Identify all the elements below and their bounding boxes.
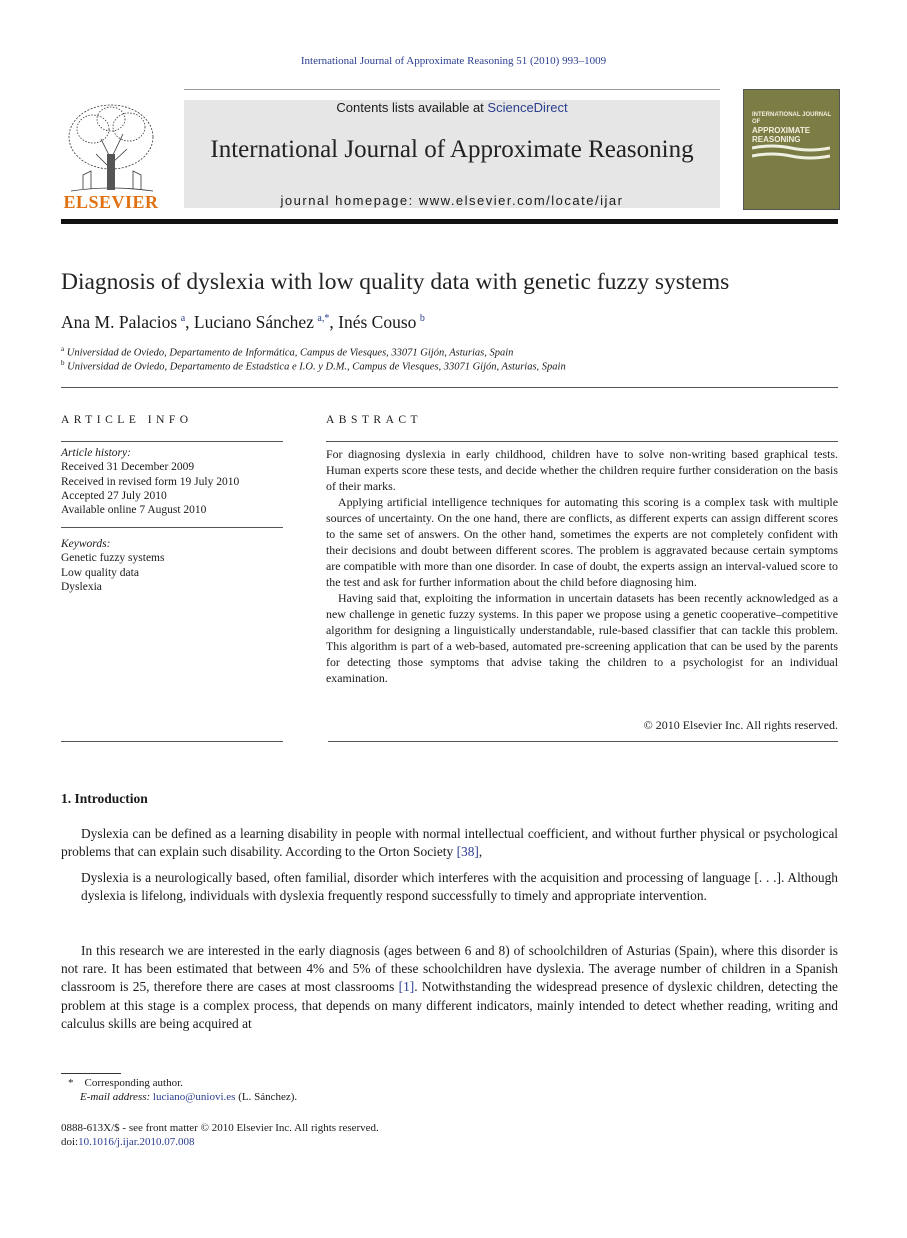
keyword: Genetic fuzzy systems <box>61 552 165 565</box>
author-affil-mark[interactable]: a <box>180 313 186 325</box>
abstract-rule <box>326 441 838 442</box>
abstract-paragraph: Applying artificial intelligence techniques for automating this scoring is a complex task with multiple sources of uncertainty. On the one hand, there are conflicts, as different experts can assign different scores to the same set of answers. On the other hand, sometimes the experts are not completely confident with their decisions and doubt between different scores. The problem is aggravated because certain symptoms are compatible with more than one disorder. In case of doubt, the experts assign an interval-valued score to the test and ask for further information about the child before diagnosing him. <box>326 495 838 589</box>
article-history <box>61 446 283 517</box>
abstract-paragraph: Having said that, exploiting the information in uncertain datasets has been recently acknowledged as a new challenge in genetic fuzzy systems. In this paper we propose using a genetic cooperative–competitive algorithm for designing a linguistically understandable, rule-based classifier that can tackle this problem. This algorithm is part of a web-based, automated pre-screening application that can be used by the parents for detecting those symptoms that advise taking the children to a psychologist for an individual examination. <box>326 591 838 685</box>
author-list: Ana M. Palacios $^a$, Luciano Sánchez $^{a,*}$, Inés Couso $^b$ <box>61 312 425 332</box>
footnote-text: Corresponding author. <box>84 1077 183 1089</box>
body-text: . Notwithstanding the widespread presence of dyslexic children, detecting the problem at this stage is a complex process, that depends on many different indicators, mainly intended to detect whether reading, writing and calculus skills are being acquired at <box>61 979 838 1031</box>
history-item: Available online 7 August 2010 <box>61 504 207 517</box>
abstract-copyright: © 2010 Elsevier Inc. All rights reserved. <box>643 718 838 732</box>
body-text: In this research we are interested in the early diagnosis (ages between 6 and 8) of schoolchildren of Asturias (Spain), where this disorder is not rare. It has been estimated that between 4% and 5% of these schoolchildren have dyslexia. The average number of children in a Spanish classroom is 25, therefore there are cases at most classrooms <box>61 943 838 995</box>
abstract-body <box>326 446 838 686</box>
email-label: E-mail address: <box>80 1091 151 1103</box>
doi-label: doi: <box>61 1136 79 1148</box>
abstract-heading: ABSTRACT <box>326 414 423 426</box>
homepage-line <box>184 193 720 208</box>
body-text: Dyslexia can be defined as a learning disability in people with normal intellectual coefficient, and without further physical or psychological problems that can explain such disability. According to the Orton Society <box>61 826 838 860</box>
affiliation <box>61 345 513 359</box>
article-info-rule <box>61 441 283 442</box>
author-name: Inés Couso <box>338 312 417 332</box>
homepage-prefix: journal homepage: <box>280 193 414 208</box>
contents-line <box>184 100 720 115</box>
affiliation-mark: a <box>61 345 65 353</box>
header-rule <box>184 89 720 90</box>
journal-cover-thumbnail <box>743 89 840 210</box>
footnote-rule <box>61 1073 121 1074</box>
body-paragraph <box>61 942 838 1033</box>
cover-title-line1: INTERNATIONAL JOURNAL OF <box>752 112 832 125</box>
journal-title: International Journal of Approximate Reasoning <box>210 136 694 163</box>
abstract-bottom-rule <box>328 741 838 742</box>
body-paragraph <box>61 825 838 861</box>
sciencedirect-link[interactable]: ScienceDirect <box>487 100 568 115</box>
history-item: Accepted 27 July 2010 <box>61 489 167 502</box>
affiliation-text: Universidad de Oviedo, Departamento de Estadstica e I.O. y D.M., Campus de Viesques, 33071 Gijón, Asturias, Spain <box>67 361 566 373</box>
author-affil-mark[interactable]: b <box>419 313 425 325</box>
footnote-corresponding <box>68 1077 183 1089</box>
cover-wave-graphic <box>752 142 830 164</box>
keywords <box>61 537 283 594</box>
history-item: Received 31 December 2009 <box>61 461 195 474</box>
affiliation-mark: b <box>61 359 65 367</box>
author-name: Luciano Sánchez <box>193 312 314 332</box>
affiliation <box>61 359 566 373</box>
author-affil-mark[interactable]: a,* <box>317 313 330 325</box>
issn-line: 0888-613X/$ - see front matter © 2010 Elsevier Inc. All rights reserved. <box>61 1122 379 1134</box>
email-link[interactable]: luciano@uniovi.es <box>152 1091 236 1103</box>
history-item: Received in revised form 19 July 2010 <box>61 475 240 488</box>
article-title: Diagnosis of dyslexia with low quality data with genetic fuzzy systems <box>61 269 730 295</box>
block-quote: Dyslexia is a neurologically based, often familial, disorder which interferes with the acquisition and processing of language [. . .]. Although dyslexia is lifelong, individuals with dyslexia frequently respond successfully to timely and appropriate intervention. <box>81 870 838 904</box>
cover-title-line3: REASONING <box>752 135 801 144</box>
body-text: , <box>478 844 483 860</box>
citation-link[interactable]: [38] <box>456 844 479 860</box>
doi-line <box>61 1136 195 1148</box>
article-info-bottom-rule <box>61 741 283 742</box>
cover-title <box>752 112 832 144</box>
intro-paragraph-1 <box>61 825 838 861</box>
elsevier-wordmark: ELSEVIER <box>63 192 159 212</box>
keyword: Dyslexia <box>61 580 102 593</box>
cover-title-line2: APPROXIMATE <box>752 126 811 135</box>
footnote-email <box>80 1091 297 1103</box>
author-name: Ana M. Palacios <box>61 312 178 332</box>
citation-link[interactable]: [1] <box>398 979 415 995</box>
keywords-rule <box>61 527 283 528</box>
journal-banner <box>184 100 720 208</box>
keyword: Low quality data <box>61 566 139 579</box>
section-heading: 1. Introduction <box>61 791 148 806</box>
abstract-paragraph: For diagnosing dyslexia in early childhood, children have to solve non-writing based graphical tests. Human experts score these tests, and decide whether the children require further consideration on the basis of their marks. <box>326 447 838 493</box>
running-head[interactable]: International Journal of Approximate Reasoning 51 (2010) 993–1009 <box>300 55 607 67</box>
intro-paragraph-2 <box>61 942 838 1033</box>
footnote-star-icon: * <box>68 1077 74 1089</box>
affiliation-text: Universidad de Oviedo, Departamento de Informática, Campus de Viesques, 33071 Gijón, Asturias, Spain <box>66 347 514 359</box>
article-info-heading: ARTICLE INFO <box>61 414 193 426</box>
keywords-label: Keywords: <box>61 538 111 550</box>
contents-prefix: Contents lists available at <box>336 100 484 115</box>
history-label: Article history: <box>61 447 131 459</box>
header-thick-rule <box>61 219 838 224</box>
doi-link[interactable]: 10.1016/j.ijar.2010.07.008 <box>78 1136 195 1148</box>
homepage-url[interactable]: www.elsevier.com/locate/ijar <box>418 193 624 208</box>
email-suffix: (L. Sánchez). <box>238 1091 298 1103</box>
affiliation-rule <box>61 387 838 388</box>
